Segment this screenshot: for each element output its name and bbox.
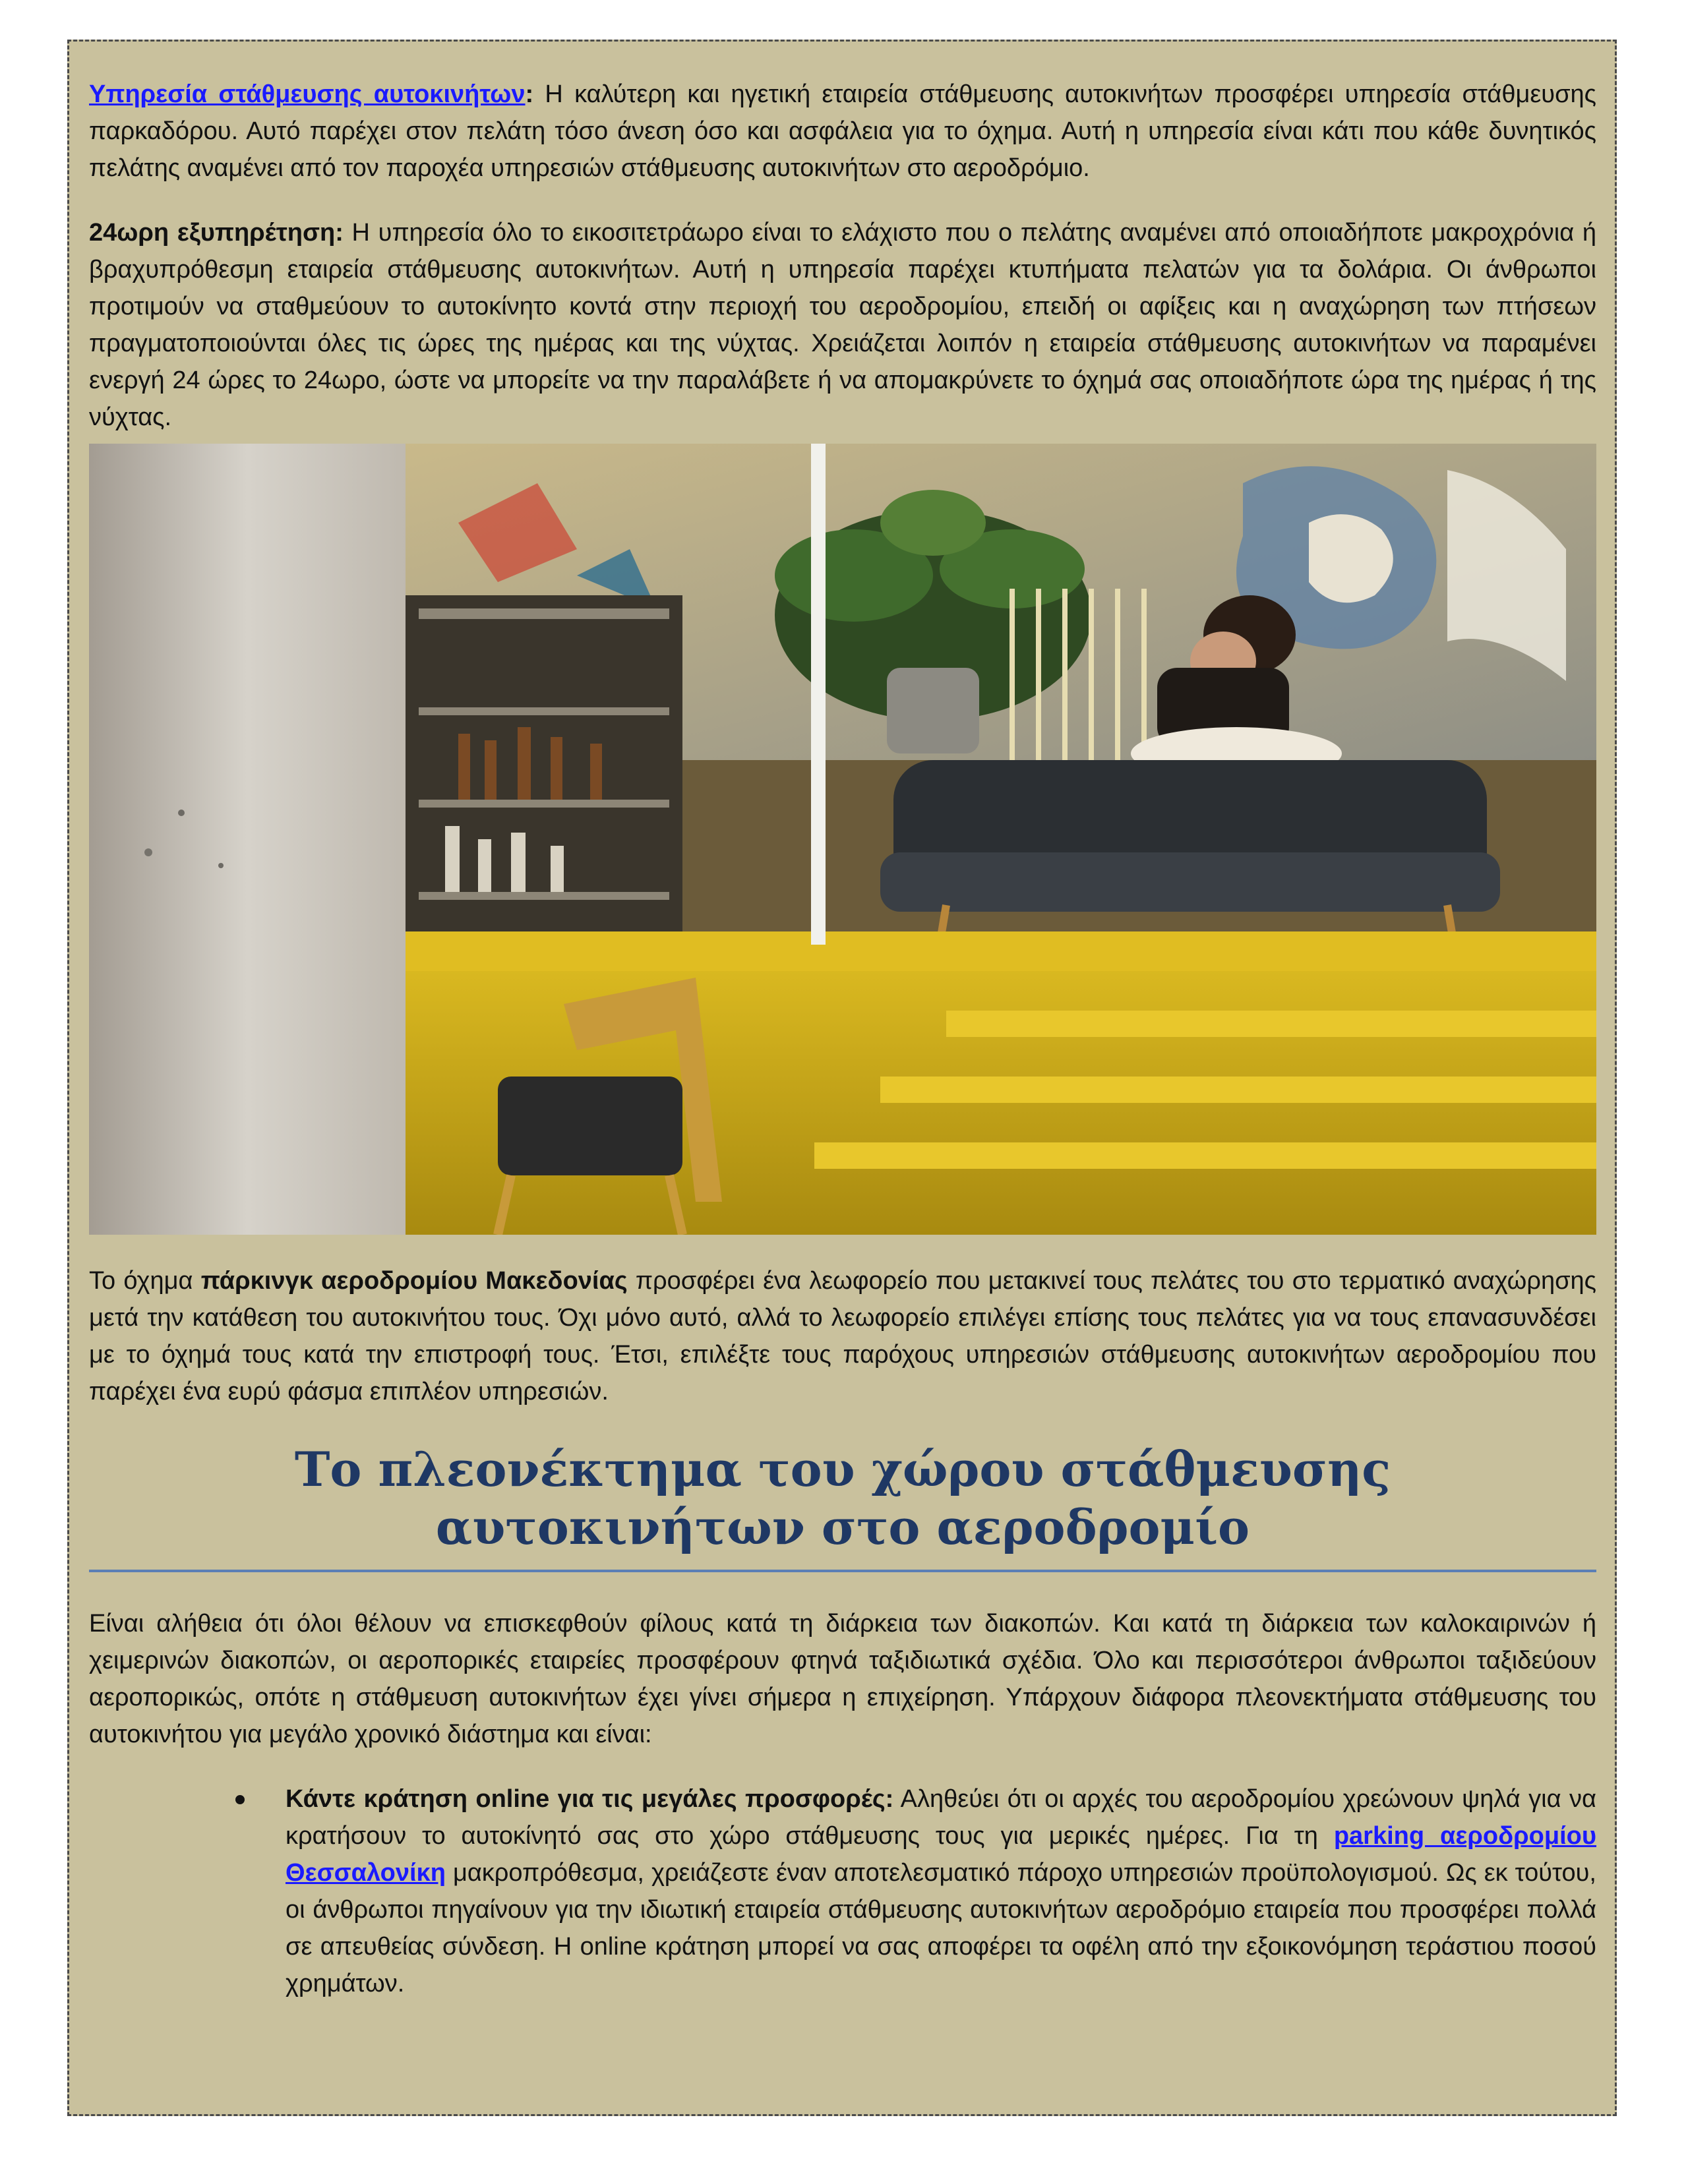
paragraph-text: Η υπηρεσία όλο το εικοσιτετράωρο είναι το ελάχιστο που ο πελάτης αναμένει από οποιαδήποτε μακροχρόνια ή βραχυπρόθεσμη εταιρεία στάθμευσης αυτοκινήτων. Αυτή η υπηρεσία παρέχει κτυπήματα πελατών για τα δολάρια. Οι άνθρωποι προτιμούν να σταθμεύουν το αυτοκίνητο κοντά στην περιοχή του αεροδρομίου, επειδή οι αφίξεις και η αναχώρηση των πτήσεων πραγματοποιούνται όλες τις ώρες της ημέρας και της νύχτας. Χρειάζεται λοιπόν η εταιρεία στάθμευσης αυτοκινήτων να παραμένει ενεργή 24 ώρες το 24ωρο, ώστε να μπορείτε να την παραλάβετε ή να απομακρύνετε το όχημά σας οποιαδήποτε ώρα της ημέρας ή της νύχτας.	[89, 219, 1596, 431]
airport-lounge-photo	[89, 444, 1596, 1235]
page-frame	[67, 40, 1617, 2116]
paragraph-macedonia-parking	[89, 1262, 1596, 1410]
paragraph-text: προσφέρει ένα λεωφορείο που μετακινεί τους πελάτες του στο τερματικό αναχώρησης μετά την κατάθεση του αυτοκινήτου τους. Όχι μόνο αυτό, αλλά το λεωφορείο επιλέγει επίσης τους πελάτες για να τους επανασυνδέσει με το όχημά τους κατά την επιστροφή τους. Έτσι, επιλέξτε τους παρόχους υπηρεσιών στάθμευσης αυτοκινήτων αεροδρομίου που παρέχει ένα ευρύ φάσμα επιπλέον υπηρεσιών.	[89, 1267, 1596, 1405]
paragraph-24h-service	[89, 214, 1596, 436]
paragraph-parking-service	[89, 76, 1596, 187]
section-heading: Το πλεονέκτημα του χώρου στάθμευσης αυτοκινήτων στο αεροδρομίο	[294, 1441, 1391, 1555]
bullet-text-2: μακροπρόθεσμα, χρειάζεστε έναν αποτελεσματικό πάροχο υπηρεσιών προϋπολογισμού. Ως εκ τούτου, οι άνθρωποι πηγαίνουν για την ιδιωτική εταιρεία στάθμευσης αυτοκινήτων αεροδρόμιο εταιρεία που προσφέρει πολλά σε απευθείας σύνδεση. Η online κράτηση μπορεί να σας αποφέρει τα οφέλη από την εξοικονόμηση τεράστιου ποσού χρημάτων.	[286, 1859, 1596, 1997]
colon: :	[525, 80, 534, 108]
paragraph-bold-lead: 24ωρη εξυπηρέτηση:	[89, 219, 344, 247]
bullet-text-1: Αληθεύει ότι οι αρχές του αεροδρομίου χρεώνουν ψηλά για να κρατήσουν το αυτοκίνητό σας στο χώρο στάθμευσης τους για μερικές ημέρες. Για τη	[286, 1785, 1596, 1850]
document-content	[89, 76, 1596, 2002]
paragraph-text-pre: Το όχημα	[89, 1267, 201, 1295]
list-item	[89, 1781, 1596, 2002]
paragraph-advantages-intro: Είναι αλήθεια ότι όλοι θέλουν να επισκεφθούν φίλους κατά τη διάρκεια των διακοπών. Και κατά τη διάρκεια των καλοκαιρινών ή χειμερινών διακοπών, οι αεροπορικές εταιρείες προσφέρουν φτηνά ταξιδιωτικά σχέδια. Όλο και περισσότεροι άνθρωποι ταξιδεύουν αεροπορικώς, οπότε η στάθμευση αυτοκινήτων έχει γίνει σήμερα η επιχείρηση. Υπάρχουν διάφορα πλεονεκτήματα στάθμευσης του αυτοκινήτου για μεγάλο χρονικό διάστημα και είναι:	[89, 1610, 1596, 1748]
paragraph-bold-term: πάρκινγκ αεροδρομίου Μακεδονίας	[200, 1267, 628, 1295]
bullet-bold-lead: Κάντε κράτηση online για τις μεγάλες προσφορές:	[286, 1785, 894, 1813]
parking-service-link[interactable]: Υπηρεσία στάθμευσης αυτοκινήτων	[89, 80, 526, 108]
thessaloniki-parking-link[interactable]: parking αεροδρομίου Θεσσαλονίκη	[286, 1822, 1596, 1887]
bullet-paragraph	[286, 1781, 1596, 2002]
bullet-icon	[235, 1795, 245, 1804]
heading-rule	[89, 1570, 1596, 1572]
paragraph-text: Η καλύτερη και ηγετική εταιρεία στάθμευσης αυτοκινήτων προσφέρει υπηρεσία στάθμευσης παρκαδόρου. Αυτό παρέχει στον πελάτη τόσο άνεση όσο και ασφάλεια για το όχημα. Αυτή η υπηρεσία είναι κάτι που κάθε δυνητικός πελάτης αναμένει από τον παροχέα υπηρεσιών στάθμευσης αυτοκινήτων στο αεροδρόμιο.	[89, 80, 1596, 182]
